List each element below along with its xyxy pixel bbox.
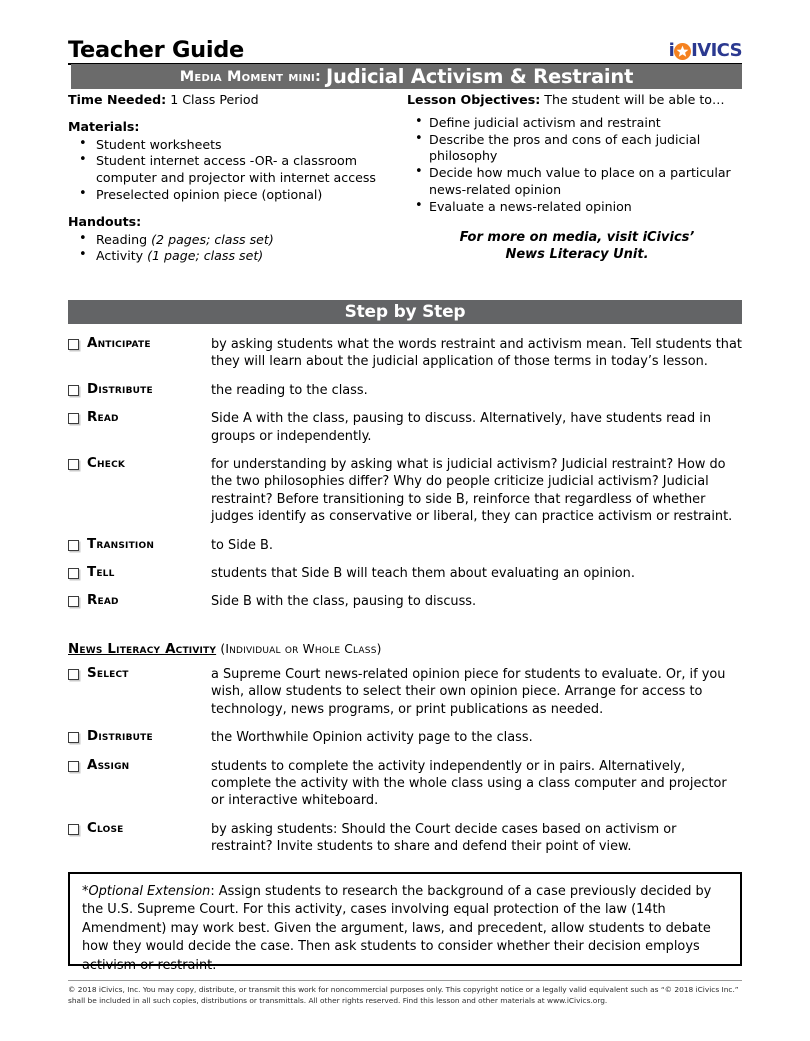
checkbox-icon[interactable] <box>68 596 79 607</box>
optional-extension-box <box>68 872 742 973</box>
nla-title: News Literacy Activity <box>68 642 217 657</box>
list-item: • Describe the pros and cons of each judicial philosophy <box>407 132 747 166</box>
list-item: • Evaluate a news-related opinion <box>407 199 747 216</box>
checkbox-icon[interactable] <box>68 732 79 743</box>
materials-label: Materials: <box>68 118 140 134</box>
logo-letter-i: i <box>668 40 675 61</box>
step-label-cell <box>68 821 211 856</box>
step-row <box>68 729 748 746</box>
lesson-title: Judicial Activism & Restraint <box>325 64 634 88</box>
list-item: • Student worksheets <box>68 137 398 154</box>
checkbox-icon[interactable] <box>68 339 79 350</box>
step-label-cell <box>68 758 211 810</box>
step-row <box>68 410 748 445</box>
handout-detail: (1 page; class set) <box>147 248 264 264</box>
step-label: Assign <box>87 757 130 773</box>
step-text: to Side B. <box>211 537 273 553</box>
promo-callout <box>407 229 747 263</box>
step-text: Side B with the class, pausing to discuss. <box>211 594 477 610</box>
page-title: Teacher Guide <box>68 37 245 63</box>
page-header <box>68 38 742 64</box>
time-needed-row <box>68 92 398 109</box>
checkbox-icon[interactable] <box>68 413 79 424</box>
step-by-step-header: Step by Step <box>68 300 742 324</box>
checkbox-icon[interactable] <box>68 568 79 579</box>
step-text: students that Side B will teach them about evaluating an opinion. <box>211 566 635 582</box>
step-label: Read <box>87 410 119 426</box>
step-label-cell <box>68 593 211 610</box>
list-item <box>68 232 398 249</box>
step-label: Tell <box>87 565 115 581</box>
step-row <box>68 758 748 810</box>
step-row <box>68 821 748 856</box>
step-label: Anticipate <box>87 336 151 351</box>
step-label-cell <box>68 565 211 582</box>
news-literacy-activity-list <box>68 666 748 867</box>
checkbox-icon[interactable] <box>68 540 79 551</box>
step-label: Distribute <box>87 729 153 745</box>
step-label-cell <box>68 410 211 445</box>
step-row <box>68 382 748 399</box>
step-label: Check <box>87 456 126 472</box>
handout-name: Reading <box>96 231 148 247</box>
news-literacy-activity-heading <box>68 641 382 658</box>
step-label: Select <box>87 666 129 681</box>
promo-line-1: For more on media, visit iCivics’ <box>459 229 695 245</box>
overview-right-column <box>407 92 747 263</box>
optional-extension-lead: *Optional Extension <box>82 884 211 899</box>
step-text: by asking students: Should the Court decide cases based on activism or restraint? Invite students to share and defend their point of view. <box>211 821 677 855</box>
checkbox-icon[interactable] <box>68 385 79 396</box>
step-row <box>68 593 748 610</box>
handout-name: Activity <box>96 248 144 264</box>
step-label-cell <box>68 537 211 554</box>
step-text: by asking students what the words restraint and activism mean. Tell students that they will learn about the judicial application of those terms in today’s lesson. <box>211 337 742 370</box>
lesson-title-bar <box>71 64 742 89</box>
step-text: the reading to the class. <box>211 382 368 398</box>
step-row <box>68 666 748 718</box>
objectives-list <box>407 115 747 216</box>
step-label: Read <box>87 593 119 609</box>
overview-left-column <box>68 92 398 265</box>
materials-list <box>68 137 398 204</box>
step-row <box>68 537 748 554</box>
step-row <box>68 336 748 371</box>
step-row <box>68 565 748 582</box>
step-label: Distribute <box>87 381 153 397</box>
step-label-cell <box>68 382 211 399</box>
icivics-logo <box>669 40 742 62</box>
step-label-cell <box>68 336 211 371</box>
step-text: the Worthwhile Opinion activity page to the class. <box>211 730 533 746</box>
star-icon <box>674 43 691 60</box>
optional-extension-content <box>70 874 740 975</box>
list-item: • Preselected opinion piece (optional) <box>68 187 398 204</box>
step-by-step-list <box>68 336 748 622</box>
step-label: Transition <box>87 536 155 552</box>
checkbox-icon[interactable] <box>68 459 79 470</box>
list-item: • Define judicial activism and restraint <box>407 115 747 132</box>
list-item <box>68 248 398 265</box>
list-item: • Student internet access -OR- a classroom computer and projector with internet access <box>68 153 398 187</box>
handouts-list <box>68 232 398 266</box>
nla-subtitle: (Individual or Whole Class) <box>220 642 382 656</box>
time-needed-label: Time Needed: <box>68 92 167 107</box>
step-text: for understanding by asking what is judicial activism? Judicial restraint? How do the two philosophies differ? Why do people criticize judicial activism? Judicial restraint? Before transitioning to side B, reinforce that regardless of whether judges identify as conservative or liberal, they can practice activism or restraint. <box>211 457 733 525</box>
step-text: students to complete the activity independently or in pairs. Alternatively, complete the activity with the whole class using a class computer and projector or interactive whiteboard. <box>211 758 727 809</box>
promo-line-2: News Literacy Unit. <box>505 246 649 262</box>
series-label: Media Moment mini: <box>179 68 321 85</box>
handout-detail: (2 pages; class set) <box>151 231 274 247</box>
step-text: Side A with the class, pausing to discuss. Alternatively, have students read in groups or independently. <box>211 411 712 444</box>
optional-extension-text: : Assign students to research the background of a case previously decided by the U.S. Supreme Court. For this activity, cases involving equal protection of the law (14th Amendment) may work best. Given the argument, laws, and precedent, allow students to debate how they would decide the case. Then ask students to consider whether their decision employs activism or restraint. <box>82 884 712 973</box>
objectives-intro: The student will be able to… <box>544 92 725 107</box>
logo-text-ivics: IVICS <box>691 40 742 61</box>
footer-divider <box>68 980 742 981</box>
step-text: a Supreme Court news-related opinion piece for students to evaluate. Or, if you wish, allow students to select their own opinion piece. Arrange for access to technology, news programs, or print publications as needed. <box>211 667 726 717</box>
step-label-cell <box>68 456 211 526</box>
objectives-label: Lesson Objectives: <box>407 92 541 107</box>
checkbox-icon[interactable] <box>68 761 79 772</box>
objectives-row <box>407 92 747 109</box>
checkbox-icon[interactable] <box>68 669 79 680</box>
step-label-cell <box>68 729 211 746</box>
time-needed-value: 1 Class Period <box>170 92 259 107</box>
footer-copyright: © 2018 iCivics, Inc. You may copy, distribute, or transmit this work for noncommercial purposes only. This copyright notice or a legally valid equivalent such as “© 2018 iCivics Inc.” shall be included in all such copies, distributions or transmittals. All other rights reserved. Find this lesson and other materials at www.iCivics.org. <box>68 985 739 1006</box>
step-label-cell <box>68 666 211 718</box>
handouts-label: Handouts: <box>68 213 142 229</box>
step-row <box>68 456 748 526</box>
step-label: Close <box>87 820 124 836</box>
checkbox-icon[interactable] <box>68 824 79 835</box>
list-item: • Decide how much value to place on a particular news-related opinion <box>407 165 747 199</box>
